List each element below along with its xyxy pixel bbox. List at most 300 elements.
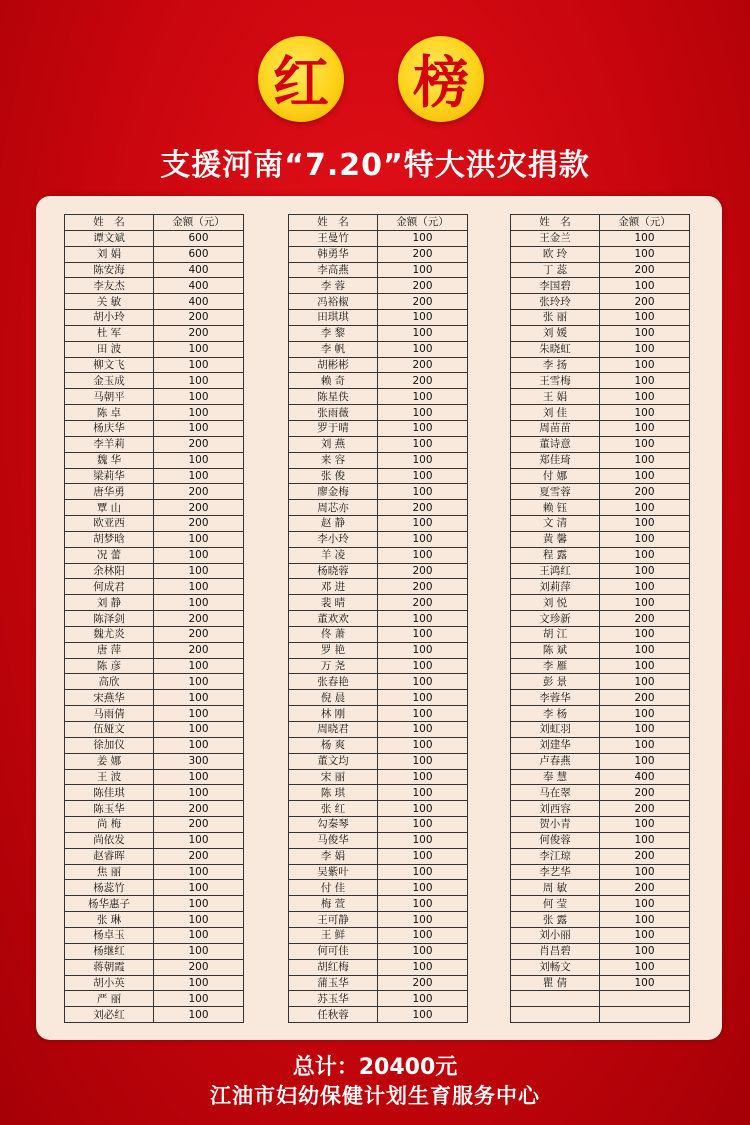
table-row [65,325,244,341]
donor-name: 杨华惠子 [65,896,154,912]
donation-amount: 100 [154,880,244,896]
table-row [65,579,244,595]
table-row [511,785,690,801]
donor-name: 程 露 [511,547,600,563]
table-row [65,896,244,912]
donor-name: 韩勇华 [289,246,378,262]
donation-amount: 100 [378,516,468,532]
donor-name: 胡彬彬 [289,357,378,373]
bang-char: 榜 [413,50,469,116]
donor-name: 陈佳琪 [65,785,154,801]
table-row [65,769,244,785]
donor-name: 黄 馨 [511,531,600,547]
donor-name: 羊 凌 [289,547,378,563]
donor-name: 余林阳 [65,563,154,579]
donor-name: 李 黎 [289,325,378,341]
donor-name: 陈安海 [65,262,154,278]
donation-amount: 100 [378,325,468,341]
table-row [511,516,690,532]
donor-name: 王可静 [289,912,378,928]
donation-amount [600,991,690,1007]
donation-amount: 100 [600,975,690,991]
donation-amount: 100 [600,722,690,738]
donation-amount: 100 [378,706,468,722]
table-row [65,452,244,468]
table-row [511,674,690,690]
donation-amount: 100 [154,722,244,738]
donation-amount: 200 [154,484,244,500]
table-row [65,1007,244,1023]
donor-name: 肖昌碧 [511,943,600,959]
table-row [289,310,468,326]
donor-name: 刘虹羽 [511,722,600,738]
table-row [289,706,468,722]
donor-name: 尚依发 [65,832,154,848]
donor-name: 佟 萧 [289,626,378,642]
donor-name: 李 雁 [511,658,600,674]
donation-amount: 200 [600,294,690,310]
donor-name: 关 敏 [65,294,154,310]
donor-name: 王鸿红 [511,563,600,579]
table-row [65,927,244,943]
donation-amount: 100 [378,230,468,246]
donation-amount: 100 [154,927,244,943]
donor-name: 瞿 倩 [511,975,600,991]
donor-name: 陈 彦 [65,658,154,674]
donation-amount: 200 [600,848,690,864]
donation-amount: 200 [378,595,468,611]
donation-amount: 100 [378,626,468,642]
donation-amount: 100 [600,864,690,880]
table-row [511,452,690,468]
table-row [511,896,690,912]
donor-name: 杨庆华 [65,420,154,436]
donation-amount: 100 [154,864,244,880]
table-row [511,294,690,310]
donation-amount: 100 [600,389,690,405]
donor-name: 杜 军 [65,325,154,341]
table-row [289,927,468,943]
donation-amount: 100 [378,991,468,1007]
donor-name: 万 尧 [289,658,378,674]
table-row [65,642,244,658]
donation-amount: 100 [600,563,690,579]
bang-badge [398,36,484,122]
table-row [511,341,690,357]
donation-amount: 100 [378,436,468,452]
table-row [511,373,690,389]
donation-amount: 200 [154,516,244,532]
donation-amount: 100 [600,468,690,484]
table-row [511,658,690,674]
header-name: 姓 名 [511,215,600,231]
donor-name: 陈玉华 [65,801,154,817]
donation-amount: 100 [154,452,244,468]
table-row [65,310,244,326]
donation-amount: 100 [154,405,244,421]
donation-amount: 200 [600,785,690,801]
table-row [511,325,690,341]
donation-amount: 100 [600,325,690,341]
table-row [289,389,468,405]
donation-amount: 200 [378,357,468,373]
table-row [511,547,690,563]
donor-name: 勾秦琴 [289,817,378,833]
donor-name: 马在翠 [511,785,600,801]
donor-name: 彭 景 [511,674,600,690]
table-row [289,294,468,310]
donor-panel [36,196,722,1040]
donor-name: 蒋朝霞 [65,959,154,975]
donation-amount: 200 [154,611,244,627]
table-row [511,563,690,579]
donation-amount: 200 [378,294,468,310]
donor-name: 何可佳 [289,943,378,959]
donor-name: 杨卓玉 [65,927,154,943]
donation-amount: 100 [600,626,690,642]
donation-amount: 100 [600,373,690,389]
donor-name: 贺小青 [511,817,600,833]
donation-amount: 100 [154,357,244,373]
donation-amount: 100 [600,452,690,468]
donation-amount: 100 [378,341,468,357]
table-row [65,595,244,611]
table-row [511,769,690,785]
donation-amount: 100 [378,927,468,943]
donation-amount: 200 [600,880,690,896]
donation-amount: 100 [378,753,468,769]
table-row [289,547,468,563]
donation-amount: 100 [600,706,690,722]
table-row [511,848,690,864]
table-row [289,357,468,373]
donor-name [511,1007,600,1023]
donor-name: 刘 静 [65,595,154,611]
table-row [289,373,468,389]
table-row [65,420,244,436]
donor-name: 张 琳 [65,912,154,928]
table-row [289,817,468,833]
table-row [511,1007,690,1023]
header-name: 姓 名 [289,215,378,231]
table-row [289,722,468,738]
table-row [65,912,244,928]
donor-name: 苏玉华 [289,991,378,1007]
donation-amount: 100 [600,278,690,294]
donation-amount: 100 [378,848,468,864]
table-row [65,626,244,642]
donor-name: 覃 山 [65,500,154,516]
donation-amount: 100 [378,959,468,975]
donation-amount [600,1007,690,1023]
donor-name: 胡梦晗 [65,531,154,547]
donation-amount: 100 [600,246,690,262]
table-row [65,975,244,991]
donor-name: 何成君 [65,579,154,595]
donation-amount: 200 [154,848,244,864]
donor-name: 胡小玲 [65,310,154,326]
table-row [289,563,468,579]
donor-name: 陈星佚 [289,389,378,405]
donation-amount: 100 [154,690,244,706]
donation-amount: 100 [600,737,690,753]
donor-name: 蒲玉华 [289,975,378,991]
table-row [65,531,244,547]
donor-name: 周芯亦 [289,500,378,516]
donor-name: 李 蓉 [289,278,378,294]
table-row [289,626,468,642]
donor-name: 吴紫叶 [289,864,378,880]
table-row [289,230,468,246]
table-row [289,959,468,975]
donation-amount: 100 [154,674,244,690]
table-row [289,801,468,817]
donation-amount: 100 [600,500,690,516]
table-row [511,817,690,833]
donor-name: 马俊华 [289,832,378,848]
donation-amount: 100 [378,310,468,326]
table-row [289,642,468,658]
donation-amount: 100 [378,690,468,706]
table-row [511,595,690,611]
table-row [511,405,690,421]
donation-amount: 200 [154,801,244,817]
donor-name: 唐 萍 [65,642,154,658]
donor-name: 王 娟 [511,389,600,405]
donation-amount: 200 [154,310,244,326]
donation-amount: 200 [600,690,690,706]
donation-amount: 100 [600,531,690,547]
donation-amount: 100 [154,943,244,959]
donation-amount: 200 [600,262,690,278]
donation-amount: 100 [378,389,468,405]
donor-name: 魏尤炎 [65,626,154,642]
table-row [289,753,468,769]
table-row [65,278,244,294]
donation-amount: 100 [378,468,468,484]
donor-name: 柳文飞 [65,357,154,373]
table-row [511,927,690,943]
table-row [289,658,468,674]
table-row [511,436,690,452]
donation-amount: 100 [378,611,468,627]
table-row [65,436,244,452]
donor-name: 谭文斌 [65,230,154,246]
donor-name: 刘 燕 [289,436,378,452]
donation-amount: 100 [378,912,468,928]
donor-name: 付 娜 [511,468,600,484]
organization-name: 江油市妇幼保健计划生育服务中心 [210,1084,540,1108]
table-row [511,278,690,294]
donation-amount: 100 [154,1007,244,1023]
donor-name: 欧亚西 [65,516,154,532]
donation-amount: 100 [600,896,690,912]
donation-amount: 100 [600,310,690,326]
donor-name: 梁莉华 [65,468,154,484]
table-row [65,690,244,706]
donor-name: 李 娟 [289,848,378,864]
donor-name: 赵睿晖 [65,848,154,864]
table-row [289,737,468,753]
table-row [65,246,244,262]
table-row [289,341,468,357]
table-row [511,626,690,642]
table-row [65,959,244,975]
table-row [511,864,690,880]
donation-amount: 100 [600,817,690,833]
donor-name: 魏 华 [65,452,154,468]
table-row [511,880,690,896]
table-row [65,943,244,959]
table-row [511,484,690,500]
table-row [289,848,468,864]
donation-amount: 100 [154,896,244,912]
table-row [511,801,690,817]
donor-name: 刘 佳 [511,405,600,421]
donor-name: 王 鲜 [289,927,378,943]
donation-amount: 100 [600,357,690,373]
table-row [65,785,244,801]
table-row [65,801,244,817]
table-row [289,912,468,928]
donor-name: 董欢欢 [289,611,378,627]
table-row [289,500,468,516]
donation-amount: 100 [600,959,690,975]
table-row [511,975,690,991]
table-row [289,262,468,278]
donor-name: 卢春燕 [511,753,600,769]
donor-name: 严 丽 [65,991,154,1007]
donor-name: 张 丽 [511,310,600,326]
table-row [65,706,244,722]
donor-name: 李友杰 [65,278,154,294]
donor-name: 林 刚 [289,706,378,722]
donation-amount: 100 [378,801,468,817]
table-header-row [511,215,690,231]
donation-amount: 100 [378,1007,468,1023]
donor-name: 文 清 [511,516,600,532]
donation-amount: 100 [154,579,244,595]
donation-amount: 100 [378,785,468,801]
donor-name: 陈 斌 [511,642,600,658]
donor-name: 夏雪蓉 [511,484,600,500]
table-row [289,769,468,785]
donor-name: 董诗意 [511,436,600,452]
table-row [289,325,468,341]
total-amount: 总计：20400元 [292,1055,458,1080]
donor-name: 赵 静 [289,516,378,532]
table-row [511,722,690,738]
page-title: 支援河南“7.20”特大洪灾捐款 [160,148,590,183]
donation-amount: 100 [600,674,690,690]
donor-name: 姜 娜 [65,753,154,769]
donor-name: 李小玲 [289,531,378,547]
donor-name: 李 杨 [511,706,600,722]
donation-amount: 100 [154,341,244,357]
donor-table-3 [510,214,690,1023]
donor-name [511,991,600,1007]
donor-name: 唐华勇 [65,484,154,500]
donation-amount: 400 [154,262,244,278]
donor-name: 宋 丽 [289,769,378,785]
donor-name: 杨晓蓉 [289,563,378,579]
donor-name: 罗 艳 [289,642,378,658]
donor-name: 张 红 [289,801,378,817]
table-row [289,674,468,690]
donor-name: 陈泽剑 [65,611,154,627]
donor-name: 李高燕 [289,262,378,278]
table-row [289,452,468,468]
donor-name: 张 俊 [289,468,378,484]
donor-name: 邓 进 [289,579,378,595]
donor-name: 刘 媛 [511,325,600,341]
donation-amount: 100 [378,769,468,785]
donation-amount: 100 [154,785,244,801]
table-row [289,468,468,484]
donor-name: 金玉成 [65,373,154,389]
donor-name: 焦 丽 [65,864,154,880]
donor-name: 欧 玲 [511,246,600,262]
donor-name: 陈 卓 [65,405,154,421]
donation-amount: 400 [154,278,244,294]
table-row [511,357,690,373]
table-row [65,357,244,373]
donor-name: 王雪梅 [511,373,600,389]
donation-amount: 100 [154,420,244,436]
table-row [65,405,244,421]
donor-table-2 [288,214,468,1023]
table-row [65,500,244,516]
donation-amount: 100 [600,436,690,452]
donation-amount: 100 [378,817,468,833]
table-row [65,468,244,484]
donor-name: 刘必红 [65,1007,154,1023]
table-row [65,230,244,246]
table-row [511,262,690,278]
donation-amount: 100 [154,912,244,928]
hong-badge [258,36,344,122]
donor-name: 李江琼 [511,848,600,864]
donor-name: 裴 晴 [289,595,378,611]
donation-amount: 100 [154,547,244,563]
donation-amount: 100 [600,420,690,436]
donor-name: 刘莉萍 [511,579,600,595]
table-row [511,832,690,848]
donation-amount: 100 [378,737,468,753]
table-row [65,563,244,579]
donation-amount: 200 [154,626,244,642]
donation-amount: 100 [154,991,244,1007]
table-row [289,975,468,991]
donation-amount: 100 [154,563,244,579]
header-name: 姓 名 [65,215,154,231]
donation-amount: 100 [378,864,468,880]
donor-name: 杨 爽 [289,737,378,753]
table-header-row [65,215,244,231]
donor-name: 刘建华 [511,737,600,753]
donor-name: 徐加仪 [65,737,154,753]
table-row [511,389,690,405]
donation-amount: 100 [154,389,244,405]
donor-name: 周苗苗 [511,420,600,436]
donation-amount: 100 [154,737,244,753]
donation-amount: 100 [600,595,690,611]
table-row [65,674,244,690]
donation-amount: 400 [600,769,690,785]
table-row [65,658,244,674]
donation-amount: 100 [154,468,244,484]
table-row [65,341,244,357]
